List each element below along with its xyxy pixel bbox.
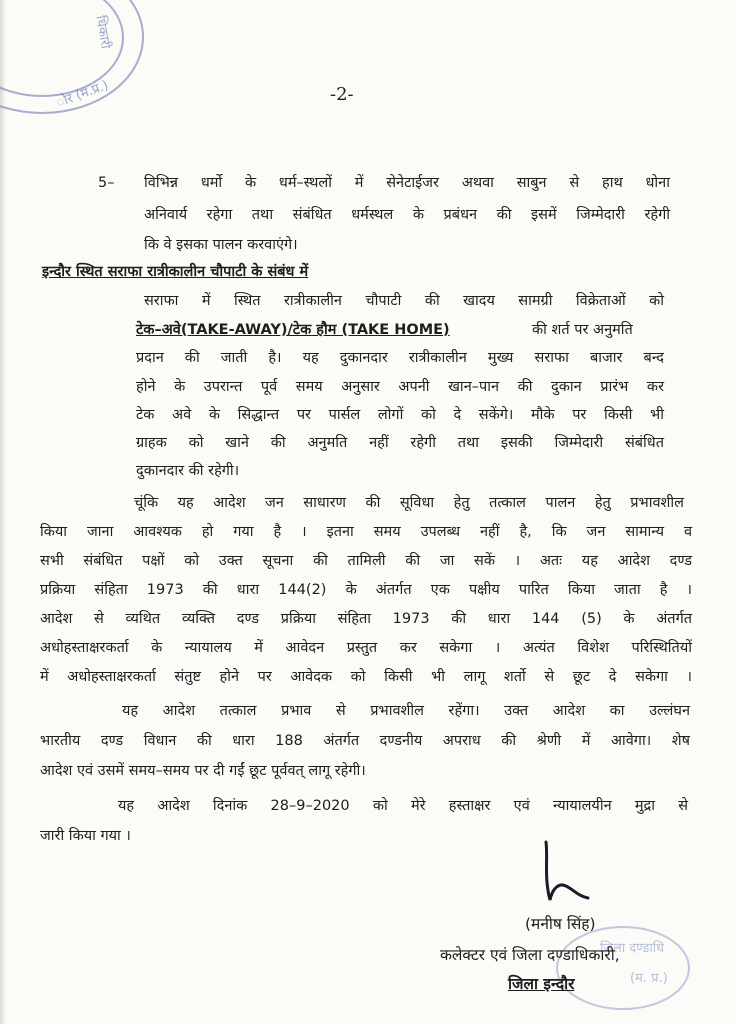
text-line: अनिवार्य रहेगा तथा संबंधित धर्मस्थल के प्रबंधन की इसमें जिम्मेदारी रहेगी xyxy=(144,207,670,223)
text-line: भारतीय दण्ड विधान की धारा 188 अंतर्गत दण्डनीय अपराध की श्रेणी में आवेगा। शेष xyxy=(40,733,690,749)
text-line: होने के उपरान्त पूर्व समय अनुसार अपनी खान–पान की दुकान प्रारंभ कर xyxy=(136,379,664,395)
text-line: आदेश से व्यथित व्यक्ति दण्ड प्रक्रिया संहिता 1973 की धारा 144 (5) के अंतर्गत xyxy=(40,611,692,627)
text-line: की शर्त पर अनुमति xyxy=(532,322,633,338)
text-line: विभिन्न धर्मो के धर्म–स्थलों में सेनेटाईजर अथवा साबुन से हाथ धोना xyxy=(144,175,670,191)
page-left-edge xyxy=(0,0,6,1024)
text-line: यह आदेश दिनांक 28–9–2020 को मेरे हस्ताक्षर एवं न्यायालयीन मुद्रा से xyxy=(118,798,688,814)
text-line: प्रक्रिया संहिता 1973 की धारा 144(2) के अंतर्गत एक पक्षीय पारित किया जाता है । xyxy=(40,582,692,598)
text-line: दुकानदार की रहेगी। xyxy=(136,463,240,479)
text-line: अधोहस्ताक्षरकर्ता के न्यायालय में आवेदन प्रस्तुत कर सकेगा । अत्यंत विशेश परिस्थितियों xyxy=(40,640,692,656)
page-number: -2- xyxy=(330,84,354,105)
text-line: किया जाना आवश्यक हो गया है । इतना समय उपलब्ध नहीं है, कि जन सामान्य व xyxy=(40,524,692,540)
take-away-term: टेक–अवे(TAKE-AWAY)/टेक हौम (TAKE HOME) xyxy=(136,322,450,338)
document-page: धिकारी ोर (म.प्र.) -2- 5– विभिन्न धर्मो के धर्म–स्थलों में सेनेटाईजर अथवा साबुन से हाथ धोना अनिवार्य रहेगा तथा संबंधित धर्मस्थल के प्रबंधन की इसमें जिम्मेदारी रहेगी कि वे इसका पालन करवाएंगे। इन्दौर स्थित सराफा रात्रीकालीन चौपाटी के संबंध में सराफा में स्थित रात्रीकालीन चौपाटी की खादय सामग्री विक्रेताओं को टेक–अवे(TAKE-AWAY)/टेक हौम (TAKE HOME) की शर्त पर अनुमति प्रदान की जाती है। यह दुकानदार रात्रीकालीन मुख्य सराफा बाजार बन्द होने के उपरान्त पूर्व समय अनुसार अपनी खान–पान की दुकान प्रारंभ कर टेक अवे के सिद्धान्त पर पार्सल लोगों को दे सकेंगे। मौके पर किसी भी ग्राहक को खाने की अनुमति नहीं रहेगी तथा इसकी जिम्मेदारी संबंधित दुकानदार की रहेगी। चूंकि यह आदेश जन साधारण की सूविधा हेतु तत्काल पालन हेतु प्रभावशील किया जाना आवश्यक हो गया है । इतना समय उपलब्ध नहीं है, कि जन सामान्य व सभी संबंधित पक्षों को उक्त सूचना की तामिली की जा सकें । अतः यह आदेश दण्ड प्रक्रिया संहिता 1973 की धारा 144(2) के अंतर्गत एक पक्षीय पारित किया जाता है । आदेश से व्यथित व्यक्ति दण्ड प्रक्रिया संहिता 1973 की धारा 144 (5) के अंतर्गत अधोहस्ताक्षरकर्ता के न्यायालय में आवेदन प्रस्तुत कर सकेगा । अत्यंत विशेश परिस्थितियों में अधोहस्ताक्षरकर्ता संतुष्ट होने पर आवेदक को किसी भी लागू शर्तो से छूट दे सकेगा । यह आदेश तत्काल प्रभाव से प्रभावशील रहेंगा। उक्त आदेश का उल्लंघन भारतीय दण्ड विधान की धारा 188 अंतर्गत दण्डनीय अपराध की श्रेणी में आवेगा। शेष आदेश एवं उसमें समय–समय पर दी गईं छूट पूर्ववत् लागू रहेगी। यह आदेश दिनांक 28–9–2020 को मेरे हस्ताक्षर एवं न्यायालयीन मुद्रा से जारी किया गया । जिला दण्डाधि (म. प्र.) (मनीष सिंह) कलेक्टर एवं जिला दण्डाधिकारी, जिला इन्दौर xyxy=(0,0,736,1024)
section-heading: इन्दौर स्थित सराफा रात्रीकालीन चौपाटी के संबंध में xyxy=(42,264,309,280)
text-line: आदेश एवं उसमें समय–समय पर दी गईं छूट पूर्ववत् लागू रहेगी। xyxy=(40,763,366,779)
signatory-place: जिला इन्दौर xyxy=(508,975,575,993)
text-line: ग्राहक को खाने की अनुमति नहीं रहेगी तथा इसकी जिम्मेदारी संबंधित xyxy=(136,435,664,451)
text-line: कि वे इसका पालन करवाएंगे। xyxy=(144,237,298,253)
text-line: यह आदेश तत्काल प्रभाव से प्रभावशील रहेंगा। उक्त आदेश का उल्लंघन xyxy=(122,703,690,719)
text-line: जारी किया गया । xyxy=(40,828,131,844)
signatory-designation: कलेक्टर एवं जिला दण्डाधिकारी, xyxy=(440,946,620,964)
item-number: 5– xyxy=(98,175,115,191)
text-line: सराफा में स्थित रात्रीकालीन चौपाटी की खादय सामग्री विक्रेताओं को xyxy=(144,293,664,309)
text-line: चूंकि यह आदेश जन साधारण की सूविधा हेतु तत्काल पालन हेतु प्रभावशील xyxy=(134,495,684,511)
text-line: में अधोहस्ताक्षरकर्ता संतुष्ट होने पर आवेदक को किसी भी लागू शर्तो से छूट दे सकेगा । xyxy=(40,669,692,685)
signatory-name: (मनीष सिंह) xyxy=(525,915,596,933)
handwritten-signature xyxy=(528,838,638,918)
text-line: प्रदान की जाती है। यह दुकानदार रात्रीकालीन मुख्य सराफा बाजार बन्द xyxy=(136,350,664,366)
text-line: सभी संबंधित पक्षों को उक्त सूचना की तामिली की जा सकें । अतः यह आदेश दण्ड xyxy=(40,553,692,569)
text-line: टेक अवे के सिद्धान्त पर पार्सल लोगों को दे सकेंगे। मौके पर किसी भी xyxy=(136,407,664,423)
